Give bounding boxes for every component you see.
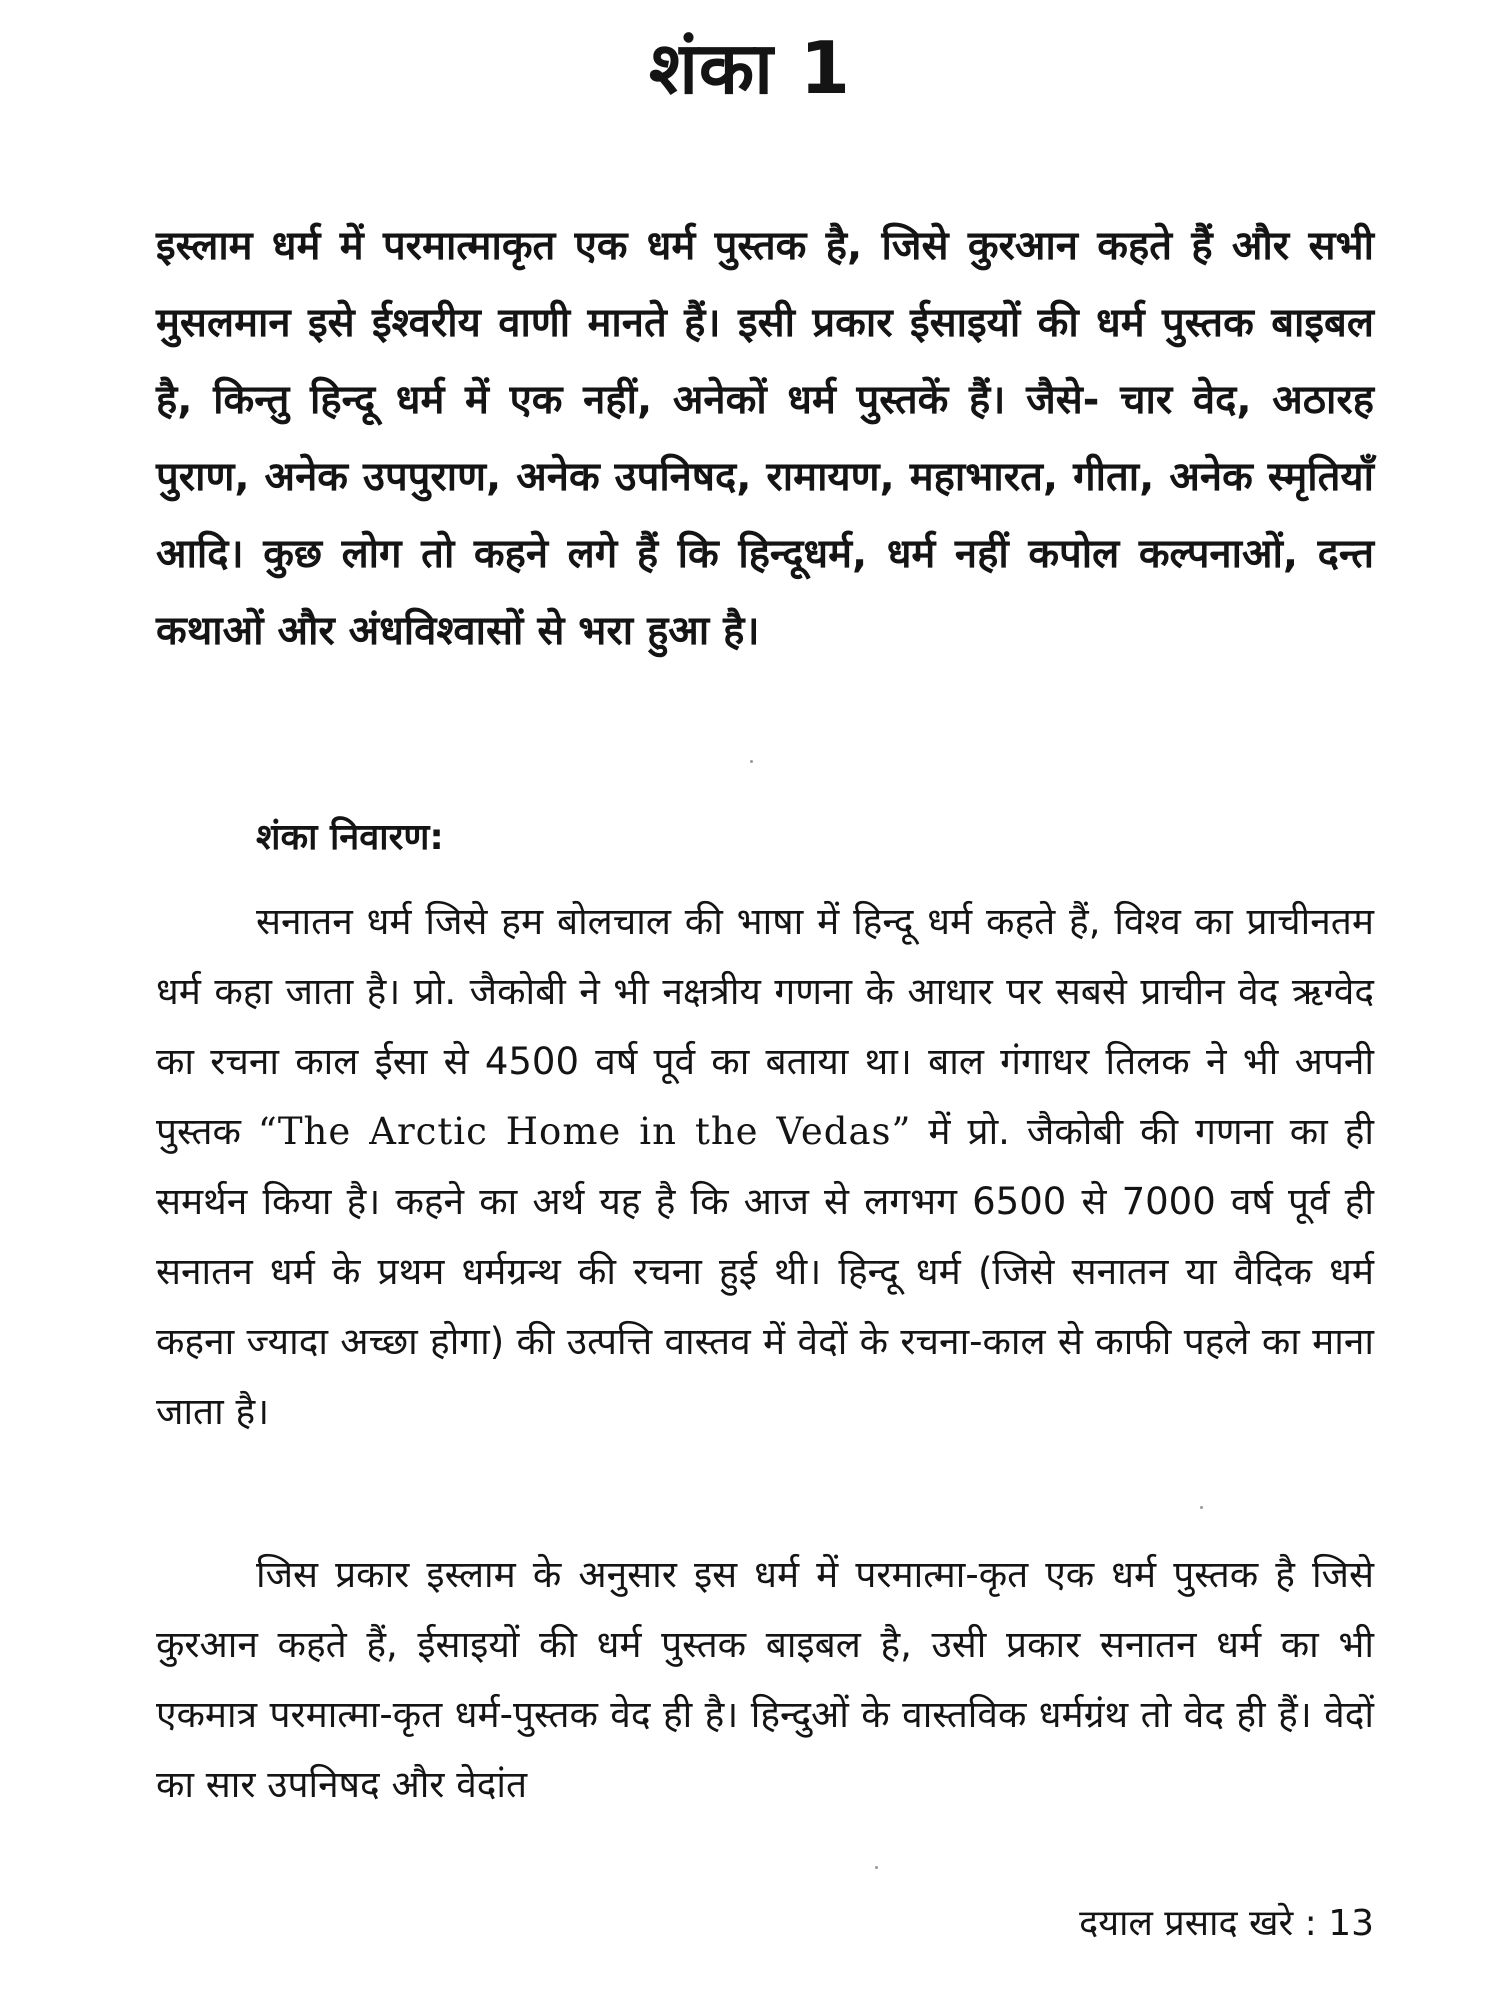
solution-paragraph-2: जिस प्रकार इस्लाम के अनुसार इस धर्म में परमात्मा-कृत एक धर्म पुस्तक है जिसे कुरआन कहते हैं, ईसाइयों की धर्म पुस्तक बाइबल है, उसी प्रकार सनातन धर्म का भी एकमात्र परमात्मा-कृत धर्म-पुस्तक वेद ही है। हिन्दुओं के वास्तविक धर्मग्रंथ तो वेद ही हैं। वेदों का सार उपनिषद और वेदांत (156, 1553, 1374, 1806)
paragraph-1-text-end: में प्रो. जैकोबी की गणना का ही समर्थन किया है। कहने का अर्थ यह है कि आज से लगभग 6500 से 7000 वर्ष पूर्व ही सनातन धर्म के प्रथम धर्मग्रन्थ की रचना हुई थी। हिन्दू धर्म (जिसे सनातन या वैदिक धर्म कहना ज्यादा अच्छा होगा) की उत्पत्ति वास्तव में वेदों के रचना-काल से काफी पहले का माना जाता है। (156, 1110, 1374, 1433)
book-title: “The Arctic Home in the Vedas” (257, 1110, 912, 1153)
scan-speck (875, 1866, 878, 1869)
scan-speck (1200, 1506, 1203, 1509)
page-title: शंका 1 (648, 26, 852, 110)
footer-author: दयाल प्रसाद खरे (1079, 1903, 1294, 1944)
paragraph-1-text-start: सनातन धर्म जिसे हम बोलचाल की भाषा में हिन्दू धर्म कहते हैं, विश्व का प्राचीनतम धर्म कहा जाता है। प्रो. जैकोबी ने भी नक्षत्रीय गणना के आधार पर सबसे प्राचीन वेद ऋग्वेद का रचना काल ईसा से 4500 वर्ष पूर्व का बताया था। बाल गंगाधर तिलक ने भी अपनी पुस्तक (156, 900, 1374, 1153)
page-footer (1079, 1894, 1374, 1954)
intro-paragraph: इस्लाम धर्म में परमात्माकृत एक धर्म पुस्तक है, जिसे कुरआन कहते हैं और सभी मुसलमान इसे ईश्वरीय वाणी मानते हैं। इसी प्रकार ईसाइयों की धर्म पुस्तक बाइबल है, किन्तु हिन्दू धर्म में एक नहीं, अनेकों धर्म पुस्तकें हैं। जैसे- चार वेद, अठारह पुराण, अनेक उपपुराण, अनेक उपनिषद, रामायण, महाभारत, गीता, अनेक स्मृतियाँ आदि। कुछ लोग तो कहने लगे हैं कि हिन्दूधर्म, धर्म नहीं कपोल कल्पनाओं, दन्त कथाओं और अंधविश्वासों से भरा हुआ है। (156, 223, 1374, 654)
scan-speck (750, 760, 753, 763)
solution-heading: शंका निवारण: (256, 817, 444, 858)
page-number: 13 (1328, 1903, 1374, 1944)
footer-separator: : (1293, 1903, 1329, 1944)
solution-paragraph-1 (156, 887, 1374, 1447)
